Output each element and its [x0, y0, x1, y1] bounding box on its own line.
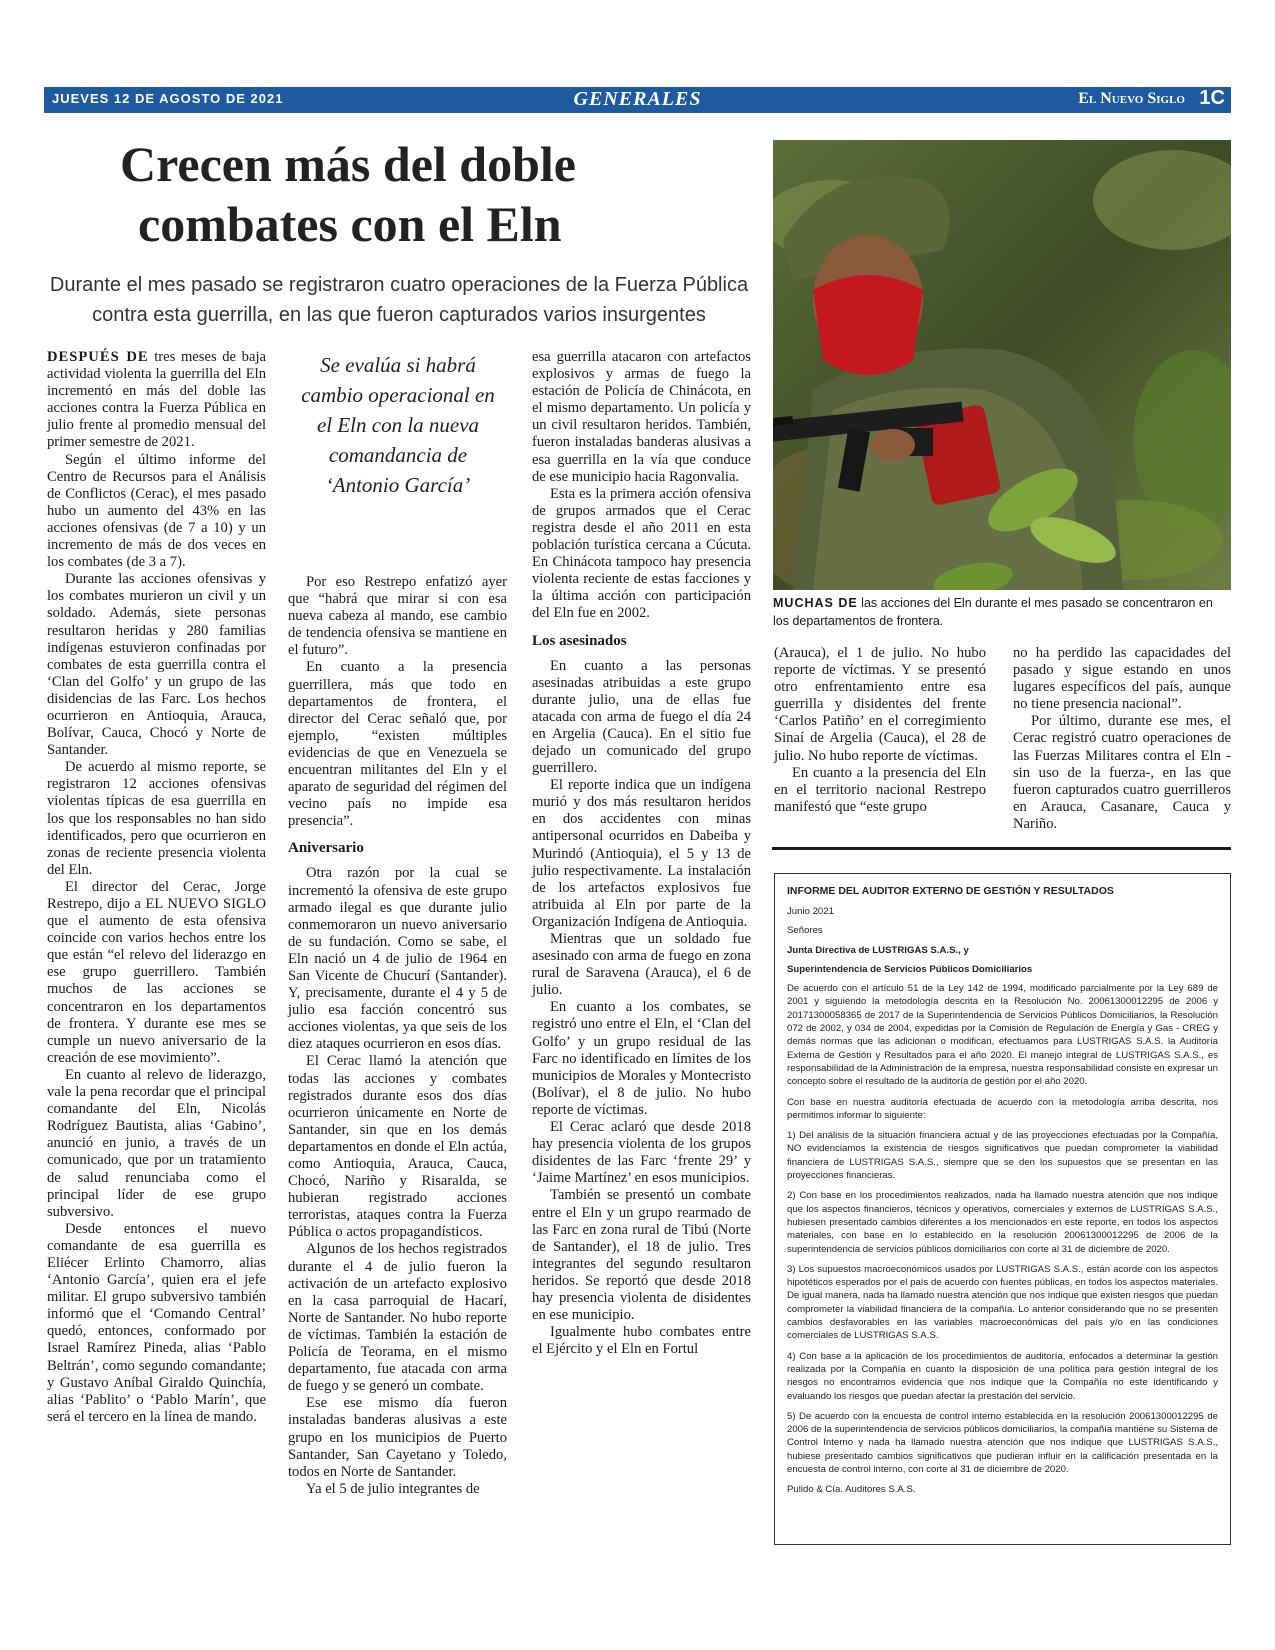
page-number: 1C	[1199, 87, 1225, 109]
article-column-2	[288, 574, 507, 1498]
paragraph: no ha perdido las capacidades del pasado y sigue estando en unos lugares específicos del país, aunque no tiene presencia nacional”.	[1013, 645, 1231, 713]
photo-caption	[773, 594, 1231, 630]
paragraph: Ese ese mismo día fueron instaladas banderas alusivas a este grupo en los municipios de Puerto Santander, San Cayetano y Toledo, todos en Norte de Santander.	[288, 1395, 507, 1480]
paragraph: esa guerrilla atacaron con artefactos explosivos y armas de fuego la estación de Policía de Chinácota, en el mismo departamento. Un policía y un civil resultaron heridos. También, fueron instaladas banderas alusivas a esa guerrilla en la vía que conduce de ese municipio hacia Ragonvalia.	[532, 349, 751, 485]
newspaper-name: El Nuevo Siglo	[1078, 90, 1185, 107]
paragraph: Igualmente hubo combates entre el Ejército y el Eln en Fortul	[532, 1324, 751, 1358]
article-column-5	[1013, 645, 1231, 833]
paragraph: Ya el 5 de julio integrantes de	[306, 1480, 480, 1497]
paragraph: Por eso Restrepo enfatizó ayer que “habrá que mirar si con esa nueva cabeza al mando, ese cambio de tendencia ofensiva se mantiene en el futuro”.	[288, 574, 507, 659]
paragraph: Por último, durante ese mes, el Cerac registró cuatro operaciones de las Fuerzas Militares contra el Eln -sin uso de la fuerza-, en las que fueron capturados cuatro guerrilleros en Arauca, Casanare, Cauca y Nariño.	[1013, 713, 1231, 832]
paragraph: El director del Cerac, Jorge Restrepo, dijo a EL NUEVO SIGLO que el aumento de esta ofensiva coincide con varios hechos entre los que están “el relevo del liderazgo en ese grupo guerrillero. También muchos de las acciones se concentraron en los departamentos de frontera. Y durante ese mes se cumple un nuevo aniversario de la creación de ese movimiento”.	[47, 878, 266, 1066]
paragraph: Algunos de los hechos registrados durante el 4 de julio fueron la activación de un artefacto explosivo en la casa parroquial de Hacarí, Norte de Santander. No hubo reporte de víctimas. También la estación de Policía de Teorama, en el mismo departamento, fue atacada con arma de fuego y se generó un combate.	[288, 1241, 507, 1395]
paragraph: El Cerac aclaró que desde 2018 hay presencia violenta de los grupos disidentes de las Farc ‘frente 29’ y ‘Jaime Martínez’ en esos municipios.	[532, 1119, 751, 1187]
subheading-aniversario: Aniversario	[288, 840, 364, 857]
notice-paragraph: 2) Con base en los procedimientos realizados, nada ha llamado nuestra atención que nos indique que los aspectos financieros, técnicos y operativos, comerciales y externos de LUSTRIGAS S.A.S., hubiesen presentado cambios diferentes a los mencionados en este reporte, en todos los aspectos materiales, con base en lo establecido en la resolución 20061300012295 de 2006 de la superintendencia de servicios públicos domiciliarios con corte al 31 de diciembre de 2020.	[787, 1190, 1218, 1255]
photo-caption-lead: MUCHAS DE	[773, 596, 858, 610]
subheading-los-asesinados: Los asesinados	[532, 632, 627, 649]
notice-paragraph: 3) Los supuestos macroeconómicos usados por LUSTRIGAS S.A.S., están acorde con los aspectos hipotéticos esperados por el país de acuerdo con fuentes públicas, en todos los aspectos materiales. De igual manera, nada ha llamado nuestra atención que nos indique que existen riesgos que puedan comprometer la viabilidad financiera de la compañía. Lo anterior considerando que no se presenten cambios desfavorables en las variables macroeconómicas del país y/o en las condiciones comerciales de LUSTRIGAS S.A.S.	[787, 1263, 1218, 1342]
page-header-bar	[44, 87, 1231, 113]
paragraph: En cuanto a la presencia del Eln en el territorio nacional Restrepo manifestó que “este grupo	[774, 764, 986, 815]
notice-addressee-1: Junta Directiva de LUSTRIGAS S.A.S., y	[787, 944, 969, 956]
paragraph: En cuanto a los combates, se registró uno entre el Eln, el ‘Clan del Golfo’ y un grupo residual de las Farc no identificado en límites de los municipios de Morales y Montecristo (Bolívar), el 8 de julio. No hubo reporte de víctimas.	[532, 999, 751, 1118]
article-subheadline: Durante el mes pasado se registraron cuatro operaciones de la Fuerza Pública contra esta guerrilla, en las que fueron capturados varios insurgentes	[49, 274, 749, 326]
article-column-1	[47, 349, 266, 1426]
paragraph: Otra razón por la cual se incrementó la ofensiva de este grupo armado ilegal es que durante julio conmemoraron un nuevo aniversario de su fundación. Como se sabe, el Eln nació un 4 de julio de 1964 en San Vicente de Chucurí (Santander). Y, precisamente, durante el 4 y 5 de julio esa facción concentró sus acciones violentas, ya que seis de los diez ataques ocurrieron en esos días.	[288, 865, 507, 1053]
notice-paragraph: 4) Con base a la aplicación de los procedimientos de auditoría, enfocados a determinar la gestión realizada por la Compañía en cuanto la disposición de una política para gestión integral de los riesgos no encontramos evidencia que nos indique que la Compañía no este identificando y evaluando los riesgos que puedan afectar la prestación del servicio.	[787, 1350, 1218, 1402]
notice-addressee-2: Superintendencia de Servicios Públicos Domiciliarios	[787, 963, 1033, 975]
guerrilla-photo-image	[773, 140, 1231, 590]
paragraph: El reporte indica que un indígena murió y dos más resultaron heridos en dos accidentes con minas antipersonal ocurridos en Dabeiba y Murindó (Antioquia), el 5 y 13 de julio respectivamente. La instalación de los artefactos explosivos fue atribuida al Eln por parte de la Organización Indígena de Antioquia.	[532, 777, 751, 930]
article-column-4	[774, 645, 986, 816]
auditor-report-notice	[774, 873, 1231, 1545]
section-name: GENERALES	[573, 88, 702, 110]
pull-quote: Se evalúa si habrá cambio operacional en el Eln con la nueva comandancia de ‘Antonio García’	[301, 353, 495, 497]
paragraph: En cuanto a la presencia guerrillera, más que todo en departamentos de frontera, el director del Cerac señaló que, por ejemplo, “existen múltiples evidencias de que en Venezuela se encuentran militantes del Eln y el aparato de seguridad del régimen del vecino país no impide esa presencia”.	[288, 659, 507, 830]
paragraph: También se presentó un combate entre el Eln y un grupo rearmado de las Farc en zona rural de Tibú (Norte de Santander), el 18 de julio. Tres integrantes del segundo resultaron heridos. Se reportó que desde 2018 hay presencia violenta de disidentes en ese municipio.	[532, 1187, 751, 1324]
photo-caption-text: las acciones del Eln durante el mes pasado se concentraron en los departamentos de frontera.	[773, 596, 1213, 628]
paragraph: Desde entonces el nuevo comandante de esa guerrilla es Eliécer Erlinto Chamorro, alias ‘Antonio García’, quien era el jefe militar. El grupo subversivo también informó que el ‘Comando Central’ quedó, entonces, conformado por Israel Ramírez Pineda, alias ‘Pablo Beltrán’, como segundo comandante; y Gustavo Aníbal Giraldo Quinchía, alias ‘Pablito’ o ‘Pablo Marín’, que será el tercero en la línea de mando.	[47, 1220, 266, 1425]
paragraph: Durante las acciones ofensivas y los combates murieron un civil y un soldado. Además, siete personas resultaron heridas y 280 familias indígenas estuvieron confinadas por combates de esta guerrilla contra el ‘Clan del Golfo’ y un grupo de las disidencias de las Farc. Los hechos ocurrieron en Antioquia, Arauca, Bolívar, Cauca, Chocó y Norte de Santander.	[47, 571, 266, 759]
notice-date: Junio 2021	[787, 906, 834, 917]
notice-paragraph: De acuerdo con el artículo 51 de la Ley 142 de 1994, modificado parcialmente por la Ley 689 de 2001 y siguiendo la metodología descrita en la Resolución No. 20061300012295 de 2006 y 20171300058365 de 2017 de la Superintendencia de Servicios Públicos Domiciliarios, la Resolución 072 de 2002, y 034 de 2004, expedidas por la Comisión de Regulación de Energía y Gas - CREG y demás normas que las adicionan o modifican, efectuamos para LUSTRIGAS S.A.S. la Auditoría Externa de Gestión y Resultados para el año 2020. El manejo integral de LUSTRIGAS S.A.S., es responsabilidad de la Administración de la empresa, nuestra responsabilidad consiste en expresar un concepto sobre el resultado de la auditoría de gestión por el año 2020.	[787, 983, 1218, 1088]
lead-in: DESPUÉS DE	[47, 349, 149, 365]
paragraph: El Cerac llamó la atención que todas las acciones y combates registrados durante esos dos días ocurrieron únicamente en Norte de Santander, sin que en los demás departamentos en donde el Eln actúa, como Antioquia, Arauca, Cauca, Chocó, Nariño y Risaralda, se hubieran registrado acciones terroristas, ataques contra la Fuerza Pública o actos propagandísticos.	[288, 1053, 507, 1241]
notice-signature: Pulido & Cía. Auditores S.A.S.	[787, 1484, 916, 1496]
paragraph: Mientras que un soldado fue asesinado con arma de fuego en zona rural de Saravena (Arauca), el 6 de julio.	[532, 931, 751, 999]
issue-date: JUEVES 12 DE AGOSTO DE 2021	[52, 91, 284, 106]
article-headline	[120, 134, 720, 254]
paragraph: DESPUÉS DE tres meses de baja actividad violenta la guerrilla del Eln incrementó en más del doble las acciones contra la Fuerza Pública en julio frente al promedio mensual del primer semestre de 2021.	[47, 349, 266, 451]
article-photo	[773, 140, 1231, 590]
paragraph: (Arauca), el 1 de julio. No hubo reporte de víctimas. Y se presentó otro enfrentamiento entre esa guerrilla y disidentes del frente ‘Carlos Patiño’ en el corregimiento Sinaí de Argelia (Cauca), el 28 de julio. No hubo reporte de víctimas.	[774, 645, 986, 764]
section-divider	[772, 847, 1231, 850]
paragraph: En cuanto a las personas asesinadas atribuidas a este grupo durante julio, una de ellas fue atacada con arma de fuego el día 24 en Argelia (Cauca). En el sitio fue dejado un comunicado del grupo guerrillero.	[532, 657, 751, 777]
paragraph: De acuerdo al mismo reporte, se registraron 12 acciones ofensivas violentas típicas de esa guerrilla en los que los responsables no han sido identificados, pero que ocurrieron en zonas de reciente presencia violenta del Eln.	[47, 759, 266, 878]
paragraph: En cuanto al relevo de liderazgo, vale la pena recordar que el principal comandante del Eln, Nicolás Rodríguez Bautista, alias ‘Gabino’, anunció en junio, a través de un comunicado, que por un tratamiento de salud renunciaba como el principal líder de ese grupo subversivo.	[47, 1066, 266, 1220]
notice-paragraph: 5) De acuerdo con la encuesta de control interno establecida en la resolución 20061300012295 de 2006 de la superintendencia de servicios públicos domiciliarios, la compañía mantiene su Sistema de Control Interno y nada ha llamado nuestra atención que nos indique que LUSTRIGAS S.A.S., hubiese presentado cambios significativos que pudieran influir en la calificación presentada en la encuesta de control interno, con corte al 31 de diciembre de 2020.	[787, 1410, 1218, 1475]
paragraph: Esta es la primera acción ofensiva de grupos armados que el Cerac registra desde el año 2011 en esta población turística cercana a Cúcuta. En Chinácota tampoco hay presencia violenta reciente de estas facciones y la última acción con participación del Eln fue en 2002.	[532, 485, 751, 622]
paragraph: Según el último informe del Centro de Recursos para el Análisis de Conflictos (Cerac), el mes pasado hubo un aumento del 43% en las acciones ofensivas (de 7 a 10) y un incremento de más de dos veces en los combates (de 3 a 7).	[47, 451, 266, 571]
notice-paragraph: Con base en nuestra auditoría efectuada de acuerdo con la metodología arriba descrita, nos permitimos informar lo siguiente:	[787, 1096, 1218, 1121]
notice-title: INFORME DEL AUDITOR EXTERNO DE GESTIÓN Y RESULTADOS	[787, 885, 1114, 897]
article-column-3	[532, 349, 751, 1358]
notice-salutation: Señores	[787, 925, 823, 937]
headline-line-1: Crecen más del doble	[120, 136, 576, 192]
notice-paragraph: 1) Del análisis de la situación financiera actual y de las proyecciones efectuadas por la Compañía, NO evidenciamos la existencia de riesgos significativos que puedan comprometer la viabilidad financiera de LUSTRIGAS S.A.S., siempre que se den los supuestos que se presentan en las proyecciones financieras.	[787, 1130, 1218, 1182]
headline-line-2: combates con el Eln	[138, 196, 562, 252]
